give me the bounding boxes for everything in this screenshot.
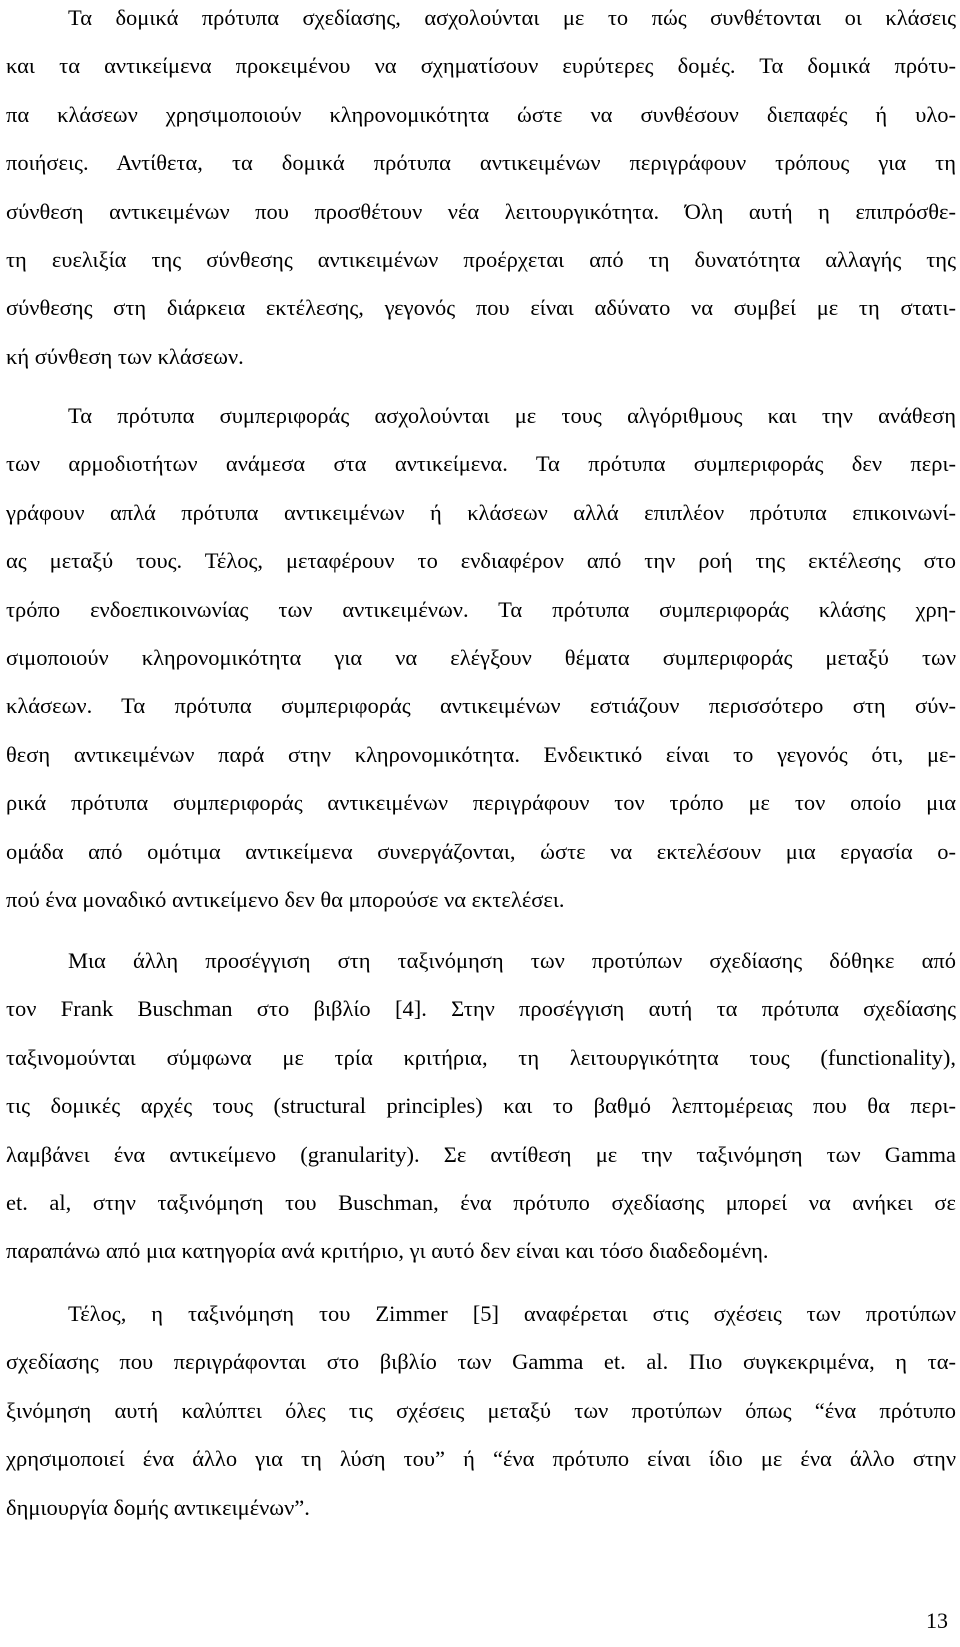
text-line: χρησιμοποιεί ένα άλλο για τη λύση του” ή “ένα πρότυπο είναι ίδιο με ένα άλλο στην [6,1446,956,1472]
page-number: 13 [926,1608,948,1633]
text-line: Τα δομικά πρότυπα σχεδίασης, ασχολούνται με το πώς συνθέτονται οι κλάσεις [68,5,956,30]
text-line: των αρμοδιοτήτων ανάμεσα στα αντικείμενα. Τα πρότυπα συμπεριφοράς δεν περι- [6,451,956,477]
paragraph-structural-patterns [6,0,956,381]
text-line: τον Frank Buschman στο βιβλίο [4]. Στην προσέγγιση αυτή τα πρότυπα σχεδίασης [6,996,956,1022]
text-line: τρόπο ενδοεπικοινωνίας των αντικειμένων. Τα πρότυπα συμπεριφοράς κλάσης χρη- [6,596,956,622]
text-line: ρικά πρότυπα συμπεριφοράς αντικειμένων περιγράφουν τον τρόπο με τον οποίο μια [6,790,956,816]
text-line: πού ένα μοναδικό αντικείμενο δεν θα μπορούσε να εκτελέσει. [6,886,565,912]
text-line: σύνθεσης στη διάρκεια εκτέλεσης, γεγονός που είναι αδύνατο να συμβεί με τη στατι- [6,295,956,321]
text-line: Μια άλλη προσέγγιση στη ταξινόμηση των προτύπων σχεδίασης δόθηκε από [68,948,956,973]
text-line: θεση αντικειμένων παρά στην κληρονομικότητα. Ενδεικτικό είναι το γεγονός ότι, με- [6,741,956,767]
text-line: τη ευελιξία της σύνθεσης αντικειμένων προέρχεται από τη δυνατότητα αλλαγής της [6,246,956,272]
text-line: σύνθεση αντικειμένων που προσθέτουν νέα λειτουργικότητα. Όλη αυτή η επιπρόσθε- [6,198,956,224]
text-line: Τέλος, η ταξινόμηση του Zimmer [5] αναφέρεται στις σχέσεις των προτύπων [68,1301,956,1326]
text-line: ξινόμηση αυτή καλύπτει όλες τις σχέσεις μεταξύ των προτύπων όπως “ένα πρότυπο [6,1397,956,1423]
text-line: et. al, στην ταξινόμηση του Buschman, ένα πρότυπο σχεδίασης μπορεί να ανήκει σε [6,1189,956,1215]
text-line: κλάσεων. Τα πρότυπα συμπεριφοράς αντικειμένων εστιάζουν περισσότερο στη σύν- [6,693,956,719]
text-line: σιμοποιούν κληρονομικότητα για να ελέγξουν θέματα συμπεριφοράς μεταξύ των [6,644,956,670]
text-line: ας μεταξύ τους. Τέλος, μεταφέρουν το ενδιαφέρον από την ροή της εκτέλεσης στο [6,548,956,574]
text-line: κή σύνθεση των κλάσεων. [6,343,244,369]
text-line: λαμβάνει ένα αντικείμενο (granularity). Σε αντίθεση με την ταξινόμηση των Gamma [6,1141,956,1167]
text-line: ταξινομούνται σύμφωνα με τρία κριτήρια, τη λειτουργικότητα τους (functionality), [6,1044,956,1070]
text-line: Τα πρότυπα συμπεριφοράς ασχολούνται με τους αλγόριθμους και την ανάθεση [68,403,956,428]
text-line: γράφουν απλά πρότυπα αντικειμένων ή κλάσεων αλλά επιπλέον πρότυπα επικοινωνί- [6,499,956,525]
document-page [6,0,956,1647]
text-line: και τα αντικείμενα προκειμένου να σχηματίσουν ευρύτερες δομές. Τα δομικά πρότυ- [6,53,956,79]
text-line: σχεδίασης που περιγράφονται στο βιβλίο των Gamma et. al. Πιο συγκεκριμένα, η τα- [6,1349,956,1375]
text-line: τις δομικές αρχές τους (structural principles) και το βαθμό λεπτομέρειας που θα περι- [6,1093,956,1119]
text-line: δημιουργία δομής αντικειμένων”. [6,1494,310,1520]
text-line: παραπάνω από μια κατηγορία ανά κριτήριο, γι αυτό δεν είναι και τόσο διαδεδομένη. [6,1238,769,1264]
paragraph-buschman-classification [6,937,956,1276]
paragraph-behavioral-patterns [6,392,956,924]
text-line: πα κλάσεων χρησιμοποιούν κληρονομικότητα ώστε να συνθέσουν διεπαφές ή υλο- [6,101,956,127]
text-line: ομάδα από ομότιμα αντικείμενα συνεργάζονται, ώστε να εκτελέσουν μια εργασία ο- [6,838,956,864]
text-line: ποιήσεις. Αντίθετα, τα δομικά πρότυπα αντικειμένων περιγράφουν τρόπους για τη [6,150,956,176]
paragraph-zimmer-classification [6,1290,956,1532]
